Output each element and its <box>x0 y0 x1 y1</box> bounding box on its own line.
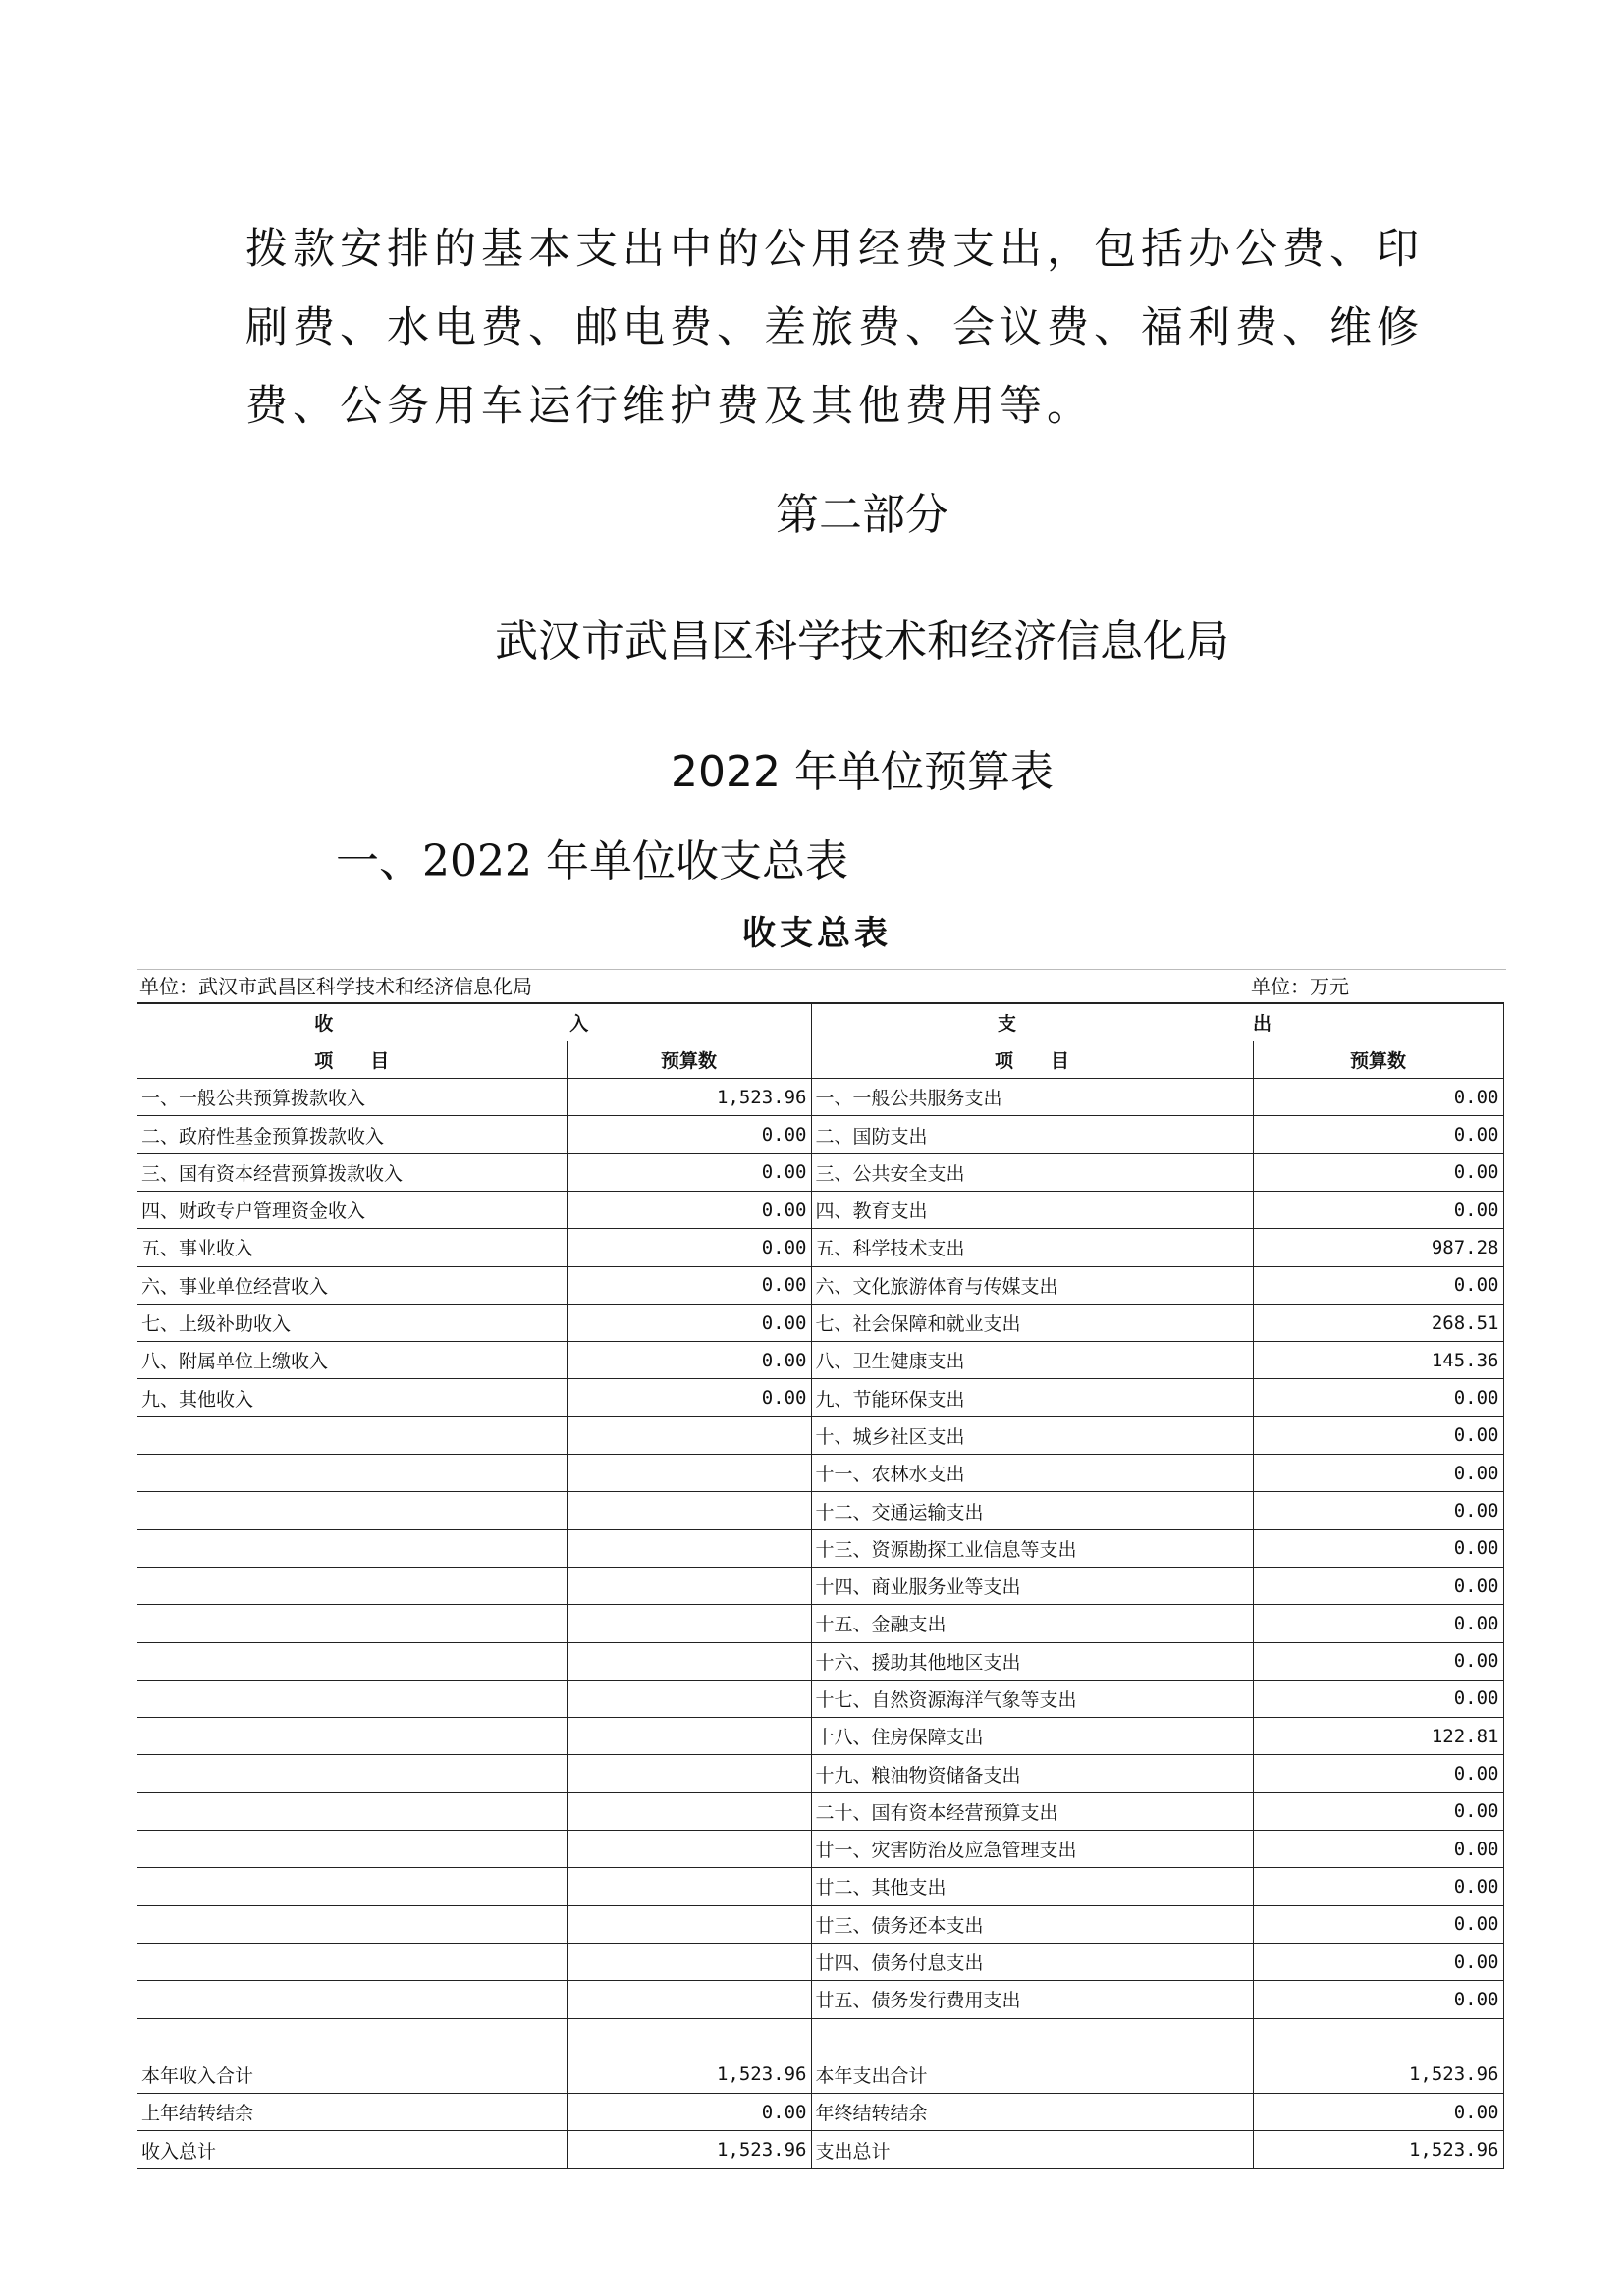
expense-budget-cell: 0.00 <box>1253 1792 1503 1830</box>
expense-budget-cell: 0.00 <box>1253 1943 1503 1980</box>
expense-budget-cell: 0.00 <box>1253 1642 1503 1680</box>
expense-budget-cell: 0.00 <box>1253 1116 1503 1153</box>
expense-item-cell: 一、一般公共服务支出 <box>811 1079 1253 1116</box>
table-row <box>137 1379 1503 1416</box>
expense-item-cell: 廿五、债务发行费用支出 <box>811 1981 1253 2018</box>
income-budget-cell: 1,523.96 <box>567 1079 811 1116</box>
income-budget-cell <box>567 1680 811 1717</box>
expense-item-cell: 十二、交通运输支出 <box>811 1492 1253 1529</box>
income-item-cell: 四、财政专户管理资金收入 <box>137 1191 567 1228</box>
income-item-cell: 八、附属单位上缴收入 <box>137 1342 567 1379</box>
income-budget-cell: 0.00 <box>567 1191 811 1228</box>
income-item-cell <box>137 1943 567 1980</box>
table-row <box>137 1191 1503 1228</box>
income-budget-cell <box>567 1567 811 1604</box>
income-budget-cell: 1,523.96 <box>567 2056 811 2093</box>
expense-budget-cell: 268.51 <box>1253 1304 1503 1341</box>
income-item-cell <box>137 1680 567 1717</box>
expense-budget-cell: 0.00 <box>1253 1416 1503 1454</box>
table-title: 收支总表 <box>742 914 892 953</box>
expense-budget-cell: 0.00 <box>1253 1379 1503 1416</box>
income-item-cell: 九、其他收入 <box>137 1379 567 1416</box>
income-item-cell: 收入总计 <box>137 2131 567 2168</box>
income-budget-cell: 0.00 <box>567 1116 811 1153</box>
income-budget-cell: 0.00 <box>567 2094 811 2131</box>
paragraph-line: 刷费、水电费、邮电费、差旅费、会议费、福利费、维修 <box>245 303 1424 352</box>
income-item-cell: 五、事业收入 <box>137 1229 567 1266</box>
table-row <box>137 1905 1503 1943</box>
expense-item-cell: 九、节能环保支出 <box>811 1379 1253 1416</box>
expense-budget-cell: 0.00 <box>1253 1567 1503 1604</box>
table-row <box>137 1529 1503 1567</box>
income-budget-header: 预算数 <box>567 1041 811 1078</box>
expense-budget-cell: 122.81 <box>1253 1718 1503 1755</box>
paragraph-line: 费、公务用车运行维护费及其他费用等。 <box>245 382 1094 431</box>
expense-budget-cell: 0.00 <box>1253 1680 1503 1717</box>
income-budget-cell <box>567 1981 811 2018</box>
expense-budget-cell: 1,523.96 <box>1253 2131 1503 2168</box>
income-item-cell <box>137 1529 567 1567</box>
expense-item-cell: 十八、住房保障支出 <box>811 1718 1253 1755</box>
expense-header: 支 出 <box>811 1003 1503 1041</box>
income-budget-cell <box>567 1905 811 1943</box>
table-row <box>137 1266 1503 1304</box>
income-item-cell <box>137 1642 567 1680</box>
expense-item-cell: 廿四、债务付息支出 <box>811 1943 1253 1980</box>
income-budget-cell <box>567 1642 811 1680</box>
income-item-cell <box>137 1567 567 1604</box>
income-item-cell <box>137 1831 567 1868</box>
table-row <box>137 1680 1503 1717</box>
expense-budget-cell: 0.00 <box>1253 1529 1503 1567</box>
expense-item-cell: 本年支出合计 <box>811 2056 1253 2093</box>
income-budget-cell <box>567 1831 811 1868</box>
expense-budget-cell: 0.00 <box>1253 1455 1503 1492</box>
total-row <box>137 2094 1503 2131</box>
income-expense-table <box>137 1002 1504 2169</box>
part-heading: 第二部分 <box>776 490 948 540</box>
unit-organization: 单位：武汉市武昌区科学技术和经济信息化局 <box>139 975 532 998</box>
section-heading: 一、2022 年单位收支总表 <box>336 836 848 886</box>
table-row <box>137 1642 1503 1680</box>
expense-item-cell: 十九、粮油物资储备支出 <box>811 1755 1253 1792</box>
income-budget-cell <box>567 1605 811 1642</box>
table-row <box>137 2018 1503 2056</box>
expense-budget-cell <box>1253 2018 1503 2056</box>
table-row <box>137 1567 1503 1604</box>
income-item-cell <box>137 1605 567 1642</box>
expense-budget-cell: 0.00 <box>1253 1266 1503 1304</box>
expense-item-cell: 十一、农林水支出 <box>811 1455 1253 1492</box>
expense-budget-cell: 0.00 <box>1253 1755 1503 1792</box>
table-row <box>137 1416 1503 1454</box>
income-item-header: 项 目 <box>137 1041 567 1078</box>
income-budget-cell: 0.00 <box>567 1266 811 1304</box>
budget-summary-sheet <box>137 898 1512 2184</box>
table-row <box>137 1831 1503 1868</box>
paragraph-line: 拨款安排的基本支出中的公用经费支出，包括办公费、印 <box>245 225 1424 274</box>
expense-budget-cell: 0.00 <box>1253 2094 1503 2131</box>
table-row <box>137 1153 1503 1191</box>
income-budget-cell <box>567 1755 811 1792</box>
expense-item-cell: 年终结转结余 <box>811 2094 1253 2131</box>
income-item-cell <box>137 1905 567 1943</box>
expense-item-cell: 五、科学技术支出 <box>811 1229 1253 1266</box>
income-budget-cell <box>567 1718 811 1755</box>
income-budget-cell: 0.00 <box>567 1229 811 1266</box>
expense-budget-cell: 1,523.96 <box>1253 2056 1503 2093</box>
table-row <box>137 1981 1503 2018</box>
total-row <box>137 2056 1503 2093</box>
income-item-cell <box>137 1718 567 1755</box>
table-row <box>137 1755 1503 1792</box>
expense-item-cell: 六、文化旅游体育与传媒支出 <box>811 1266 1253 1304</box>
table-row <box>137 1868 1503 1905</box>
table-row <box>137 1605 1503 1642</box>
expense-item-cell: 二、国防支出 <box>811 1116 1253 1153</box>
income-item-cell <box>137 1981 567 2018</box>
expense-budget-cell: 0.00 <box>1253 1153 1503 1191</box>
expense-item-cell: 八、卫生健康支出 <box>811 1342 1253 1379</box>
expense-budget-cell: 0.00 <box>1253 1905 1503 1943</box>
income-budget-cell <box>567 1792 811 1830</box>
expense-budget-cell: 0.00 <box>1253 1191 1503 1228</box>
table-row <box>137 1079 1503 1116</box>
expense-item-cell: 支出总计 <box>811 2131 1253 2168</box>
budget-year-title: 2022 年单位预算表 <box>671 747 1054 797</box>
income-budget-cell: 0.00 <box>567 1342 811 1379</box>
expense-item-cell: 十四、商业服务业等支出 <box>811 1567 1253 1604</box>
income-item-cell: 本年收入合计 <box>137 2056 567 2093</box>
income-item-cell: 三、国有资本经营预算拨款收入 <box>137 1153 567 1191</box>
income-item-cell: 七、上级补助收入 <box>137 1304 567 1341</box>
income-budget-cell <box>567 1455 811 1492</box>
expense-item-cell: 廿三、债务还本支出 <box>811 1905 1253 1943</box>
column-header-row <box>137 1041 1503 1078</box>
income-item-cell: 六、事业单位经营收入 <box>137 1266 567 1304</box>
income-budget-cell: 0.00 <box>567 1153 811 1191</box>
income-budget-cell <box>567 1416 811 1454</box>
expense-budget-cell: 0.00 <box>1253 1605 1503 1642</box>
expense-budget-cell: 987.28 <box>1253 1229 1503 1266</box>
table-row <box>137 1492 1503 1529</box>
expense-item-cell <box>811 2018 1253 2056</box>
expense-item-cell: 二十、国有资本经营预算支出 <box>811 1792 1253 1830</box>
income-item-cell <box>137 2018 567 2056</box>
organization-heading: 武汉市武昌区科学技术和经济信息化局 <box>495 616 1229 667</box>
income-item-cell: 一、一般公共预算拨款收入 <box>137 1079 567 1116</box>
expense-budget-cell: 0.00 <box>1253 1831 1503 1868</box>
intro-paragraph <box>245 210 1424 446</box>
expense-budget-cell: 0.00 <box>1253 1868 1503 1905</box>
income-header: 收 入 <box>137 1003 811 1041</box>
income-budget-cell <box>567 1529 811 1567</box>
income-budget-cell <box>567 2018 811 2056</box>
table-row <box>137 1718 1503 1755</box>
income-budget-cell: 1,523.96 <box>567 2131 811 2168</box>
expense-item-cell: 四、教育支出 <box>811 1191 1253 1228</box>
expense-item-cell: 十五、金融支出 <box>811 1605 1253 1642</box>
income-item-cell <box>137 1755 567 1792</box>
expense-item-cell: 七、社会保障和就业支出 <box>811 1304 1253 1341</box>
income-item-cell <box>137 1868 567 1905</box>
expense-item-cell: 十、城乡社区支出 <box>811 1416 1253 1454</box>
income-item-cell <box>137 1792 567 1830</box>
table-row <box>137 1943 1503 1980</box>
expense-item-cell: 廿二、其他支出 <box>811 1868 1253 1905</box>
expense-item-header: 项 目 <box>811 1041 1253 1078</box>
income-item-cell: 二、政府性基金预算拨款收入 <box>137 1116 567 1153</box>
table-row <box>137 1229 1503 1266</box>
table-row <box>137 1116 1503 1153</box>
income-budget-cell: 0.00 <box>567 1379 811 1416</box>
income-item-cell <box>137 1455 567 1492</box>
expense-item-cell: 三、公共安全支出 <box>811 1153 1253 1191</box>
expense-budget-cell: 0.00 <box>1253 1981 1503 2018</box>
expense-item-cell: 廿一、灾害防治及应急管理支出 <box>811 1831 1253 1868</box>
income-budget-cell: 0.00 <box>567 1304 811 1341</box>
table-row <box>137 1342 1503 1379</box>
expense-budget-cell: 0.00 <box>1253 1079 1503 1116</box>
expense-item-cell: 十三、资源勘探工业信息等支出 <box>811 1529 1253 1567</box>
table-row <box>137 1455 1503 1492</box>
unit-currency: 单位：万元 <box>1251 975 1349 998</box>
expense-budget-cell: 145.36 <box>1253 1342 1503 1379</box>
expense-budget-cell: 0.00 <box>1253 1492 1503 1529</box>
table-row <box>137 1792 1503 1830</box>
total-row <box>137 2131 1503 2168</box>
table-row <box>137 1304 1503 1341</box>
expense-item-cell: 十七、自然资源海洋气象等支出 <box>811 1680 1253 1717</box>
income-item-cell <box>137 1416 567 1454</box>
income-budget-cell <box>567 1868 811 1905</box>
expense-budget-header: 预算数 <box>1253 1041 1503 1078</box>
income-item-cell: 上年结转结余 <box>137 2094 567 2131</box>
expense-item-cell: 十六、援助其他地区支出 <box>811 1642 1253 1680</box>
income-budget-cell <box>567 1492 811 1529</box>
income-budget-cell <box>567 1943 811 1980</box>
section-header-row <box>137 1003 1503 1041</box>
income-item-cell <box>137 1492 567 1529</box>
